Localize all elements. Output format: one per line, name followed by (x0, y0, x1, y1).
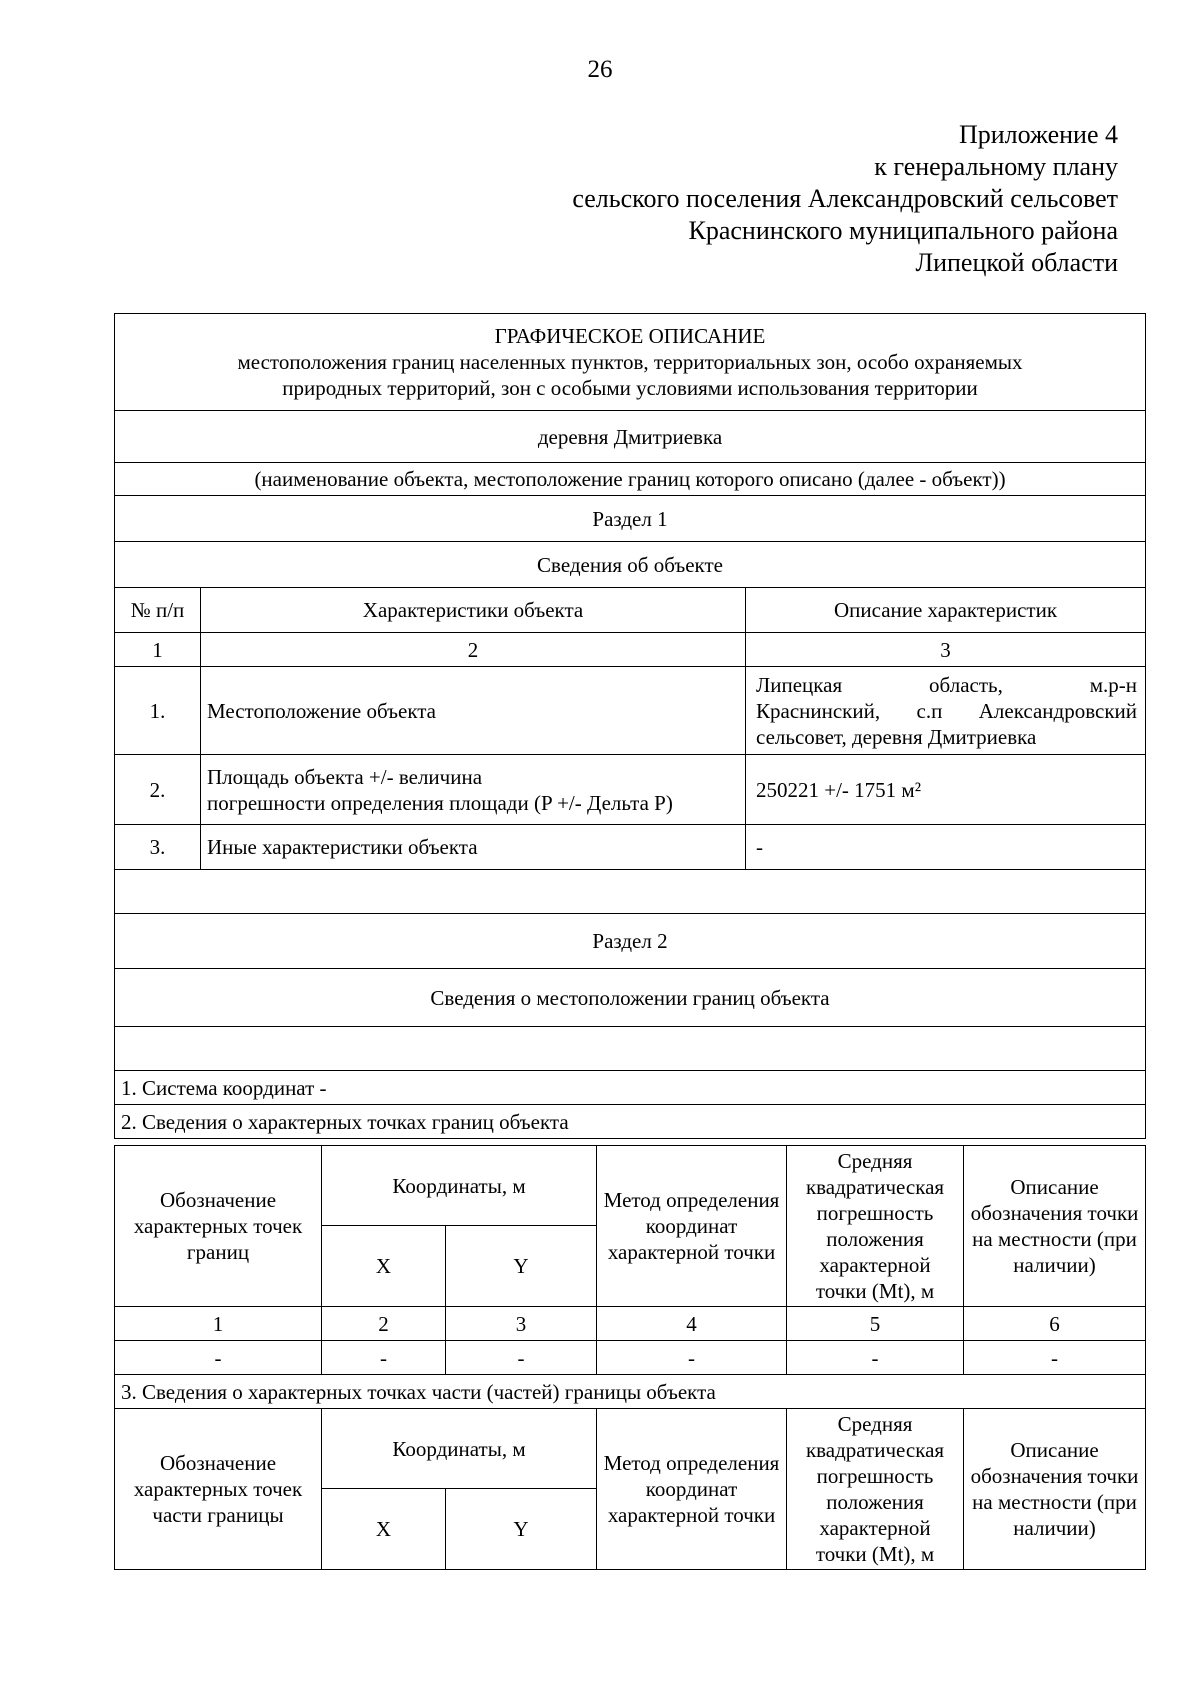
column-header: № п/п (115, 588, 201, 633)
cell-value: - (597, 1341, 787, 1375)
column-number: 5 (787, 1307, 964, 1341)
empty-row (115, 870, 1146, 914)
characteristic-value: 250221 +/- 1751 м² (746, 755, 1146, 825)
page-number: 26 (587, 56, 613, 83)
table-row (115, 1341, 1146, 1375)
section2-subtitle: Сведения о местоположении границ объекта (115, 969, 1146, 1027)
row-number: 2. (115, 755, 201, 825)
value-line: Краснинский, с.п Александровский (756, 698, 1138, 723)
y-header: Y (446, 1489, 597, 1570)
characteristic-name: Местоположение объекта (201, 667, 746, 755)
appendix-block (572, 119, 1118, 279)
cell-value: - (446, 1341, 597, 1375)
cell-value: - (115, 1341, 322, 1375)
document-subtitle: местоположения границ населенных пунктов, территориальных зон, особо охраняемых (237, 350, 1023, 374)
document-subtitle: природных территорий, зон с особыми условиями использования территории (282, 376, 978, 400)
coords-header: Координаты, м (322, 1409, 597, 1489)
designation-header: Обозначение характерных точек части границы (115, 1409, 322, 1570)
table-row (115, 755, 1146, 825)
error-header: Средняя квадратическая погрешность положения характерной точки (Mt), м (787, 1409, 964, 1570)
column-number: 3 (446, 1307, 597, 1341)
cell-value: - (322, 1341, 446, 1375)
column-number: 4 (597, 1307, 787, 1341)
description-header: Описание обозначения точки на местности (при наличии) (964, 1409, 1146, 1570)
appendix-line: к генеральному плану (874, 152, 1118, 181)
points-table (114, 1145, 1146, 1570)
characteristic-name (201, 755, 746, 825)
y-header: Y (446, 1226, 597, 1307)
name-line: погрешности определения площади (P +/- Дельта P) (207, 790, 673, 815)
appendix-line: Краснинского муниципального района (688, 216, 1118, 245)
designation-header: Обозначение характерных точек границ (115, 1146, 322, 1307)
column-number: 1 (115, 633, 201, 667)
section1-table (114, 313, 1146, 1139)
column-number: 1 (115, 1307, 322, 1341)
characteristic-value (746, 667, 1146, 755)
row-number: 3. (115, 825, 201, 870)
x-header: X (322, 1489, 446, 1570)
appendix-line: Липецкой области (915, 248, 1118, 277)
section1-title: Раздел 1 (115, 496, 1146, 542)
cell-value: - (787, 1341, 964, 1375)
value-line: Липецкая область, м.р-н (756, 672, 1138, 697)
description-header: Описание обозначения точки на местности (при наличии) (964, 1146, 1146, 1307)
table-row (115, 667, 1146, 755)
section1-subtitle: Сведения об объекте (115, 542, 1146, 588)
column-number: 2 (322, 1307, 446, 1341)
document-title-cell (115, 314, 1146, 411)
points-title: 2. Сведения о характерных точках границ объекта (115, 1105, 1146, 1139)
object-caption: (наименование объекта, местоположение границ которого описано (далее - объект)) (115, 463, 1146, 496)
appendix-line: сельского поселения Александровский сельсовет (572, 184, 1118, 213)
coords-header: Координаты, м (322, 1146, 597, 1226)
table-row (115, 825, 1146, 870)
column-number: 2 (201, 633, 746, 667)
document-title: ГРАФИЧЕСКОЕ ОПИСАНИЕ (494, 324, 766, 348)
characteristic-value: - (746, 825, 1146, 870)
cell-value: - (964, 1341, 1146, 1375)
coord-system: 1. Система координат - (115, 1071, 1146, 1105)
column-header: Характеристики объекта (201, 588, 746, 633)
empty-row (115, 1027, 1146, 1071)
method-header: Метод определения координат характерной точки (597, 1409, 787, 1570)
characteristic-name: Иные характеристики объекта (201, 825, 746, 870)
column-number: 3 (746, 633, 1146, 667)
part-points-title: 3. Сведения о характерных точках части (частей) границы объекта (115, 1375, 1146, 1409)
name-line: Площадь объекта +/- величина (207, 764, 483, 789)
method-header: Метод определения координат характерной точки (597, 1146, 787, 1307)
column-number: 6 (964, 1307, 1146, 1341)
row-number: 1. (115, 667, 201, 755)
section2-title: Раздел 2 (115, 914, 1146, 969)
column-header: Описание характеристик (746, 588, 1146, 633)
value-line: сельсовет, деревня Дмитриевка (756, 724, 1037, 749)
error-header: Средняя квадратическая погрешность положения характерной точки (Mt), м (787, 1146, 964, 1307)
object-name: деревня Дмитриевка (115, 411, 1146, 463)
appendix-line: Приложение 4 (958, 120, 1118, 149)
x-header: X (322, 1226, 446, 1307)
